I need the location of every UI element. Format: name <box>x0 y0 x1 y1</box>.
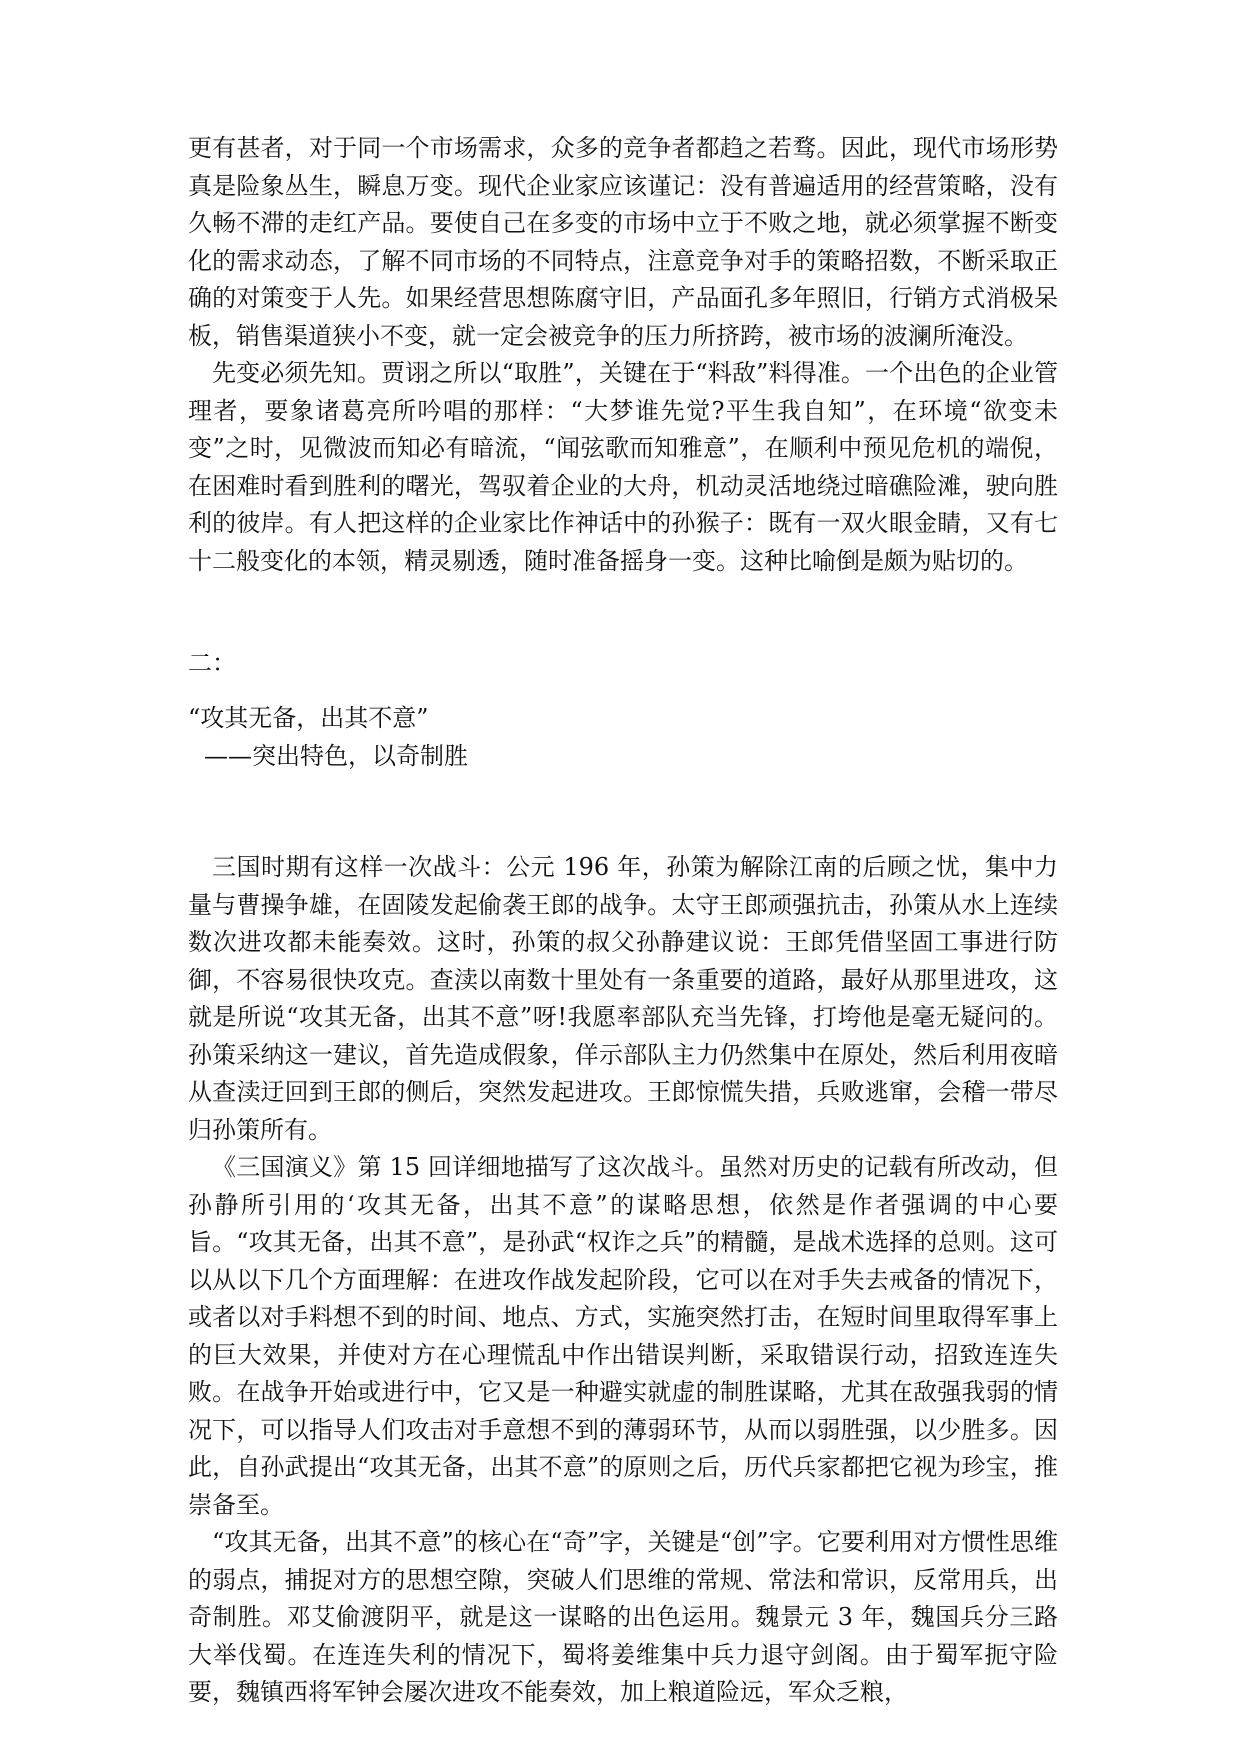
paragraph-market-competition: 更有甚者，对于同一个市场需求，众多的竞争者都趋之若骛。因此，现代市场形势真是险象丛生，瞬息万变。现代企业家应该谨记：没有普遍适用的经营策略，没有久畅不滞的走红产品。要使自己在多变的市场中立于不败之地，就必须掌握不断变化的需求动态，了解不同市场的不同特点，注意竞争对手的策略招数，不断采取正确的对策变于人先。如果经营思想陈腐守旧，产品面孔多年照旧，行销方式消极呆板，销售渠道狭小不变，就一定会被竞争的压力所挤跨，被市场的波澜所淹没。 <box>188 134 1058 350</box>
section-title: “攻其无备，出其不意” <box>188 704 429 732</box>
section-heading <box>188 700 468 775</box>
text-block-bottom <box>188 849 1058 1712</box>
section-number: 二： <box>188 649 236 677</box>
paragraph-sun-ce-battle: 三国时期有这样一次战斗：公元 196 年，孙策为解除江南的后顾之忧，集中力量与曹操争雄，在固陵发起偷袭王郎的战争。太守王郎顽强抗击，孙策从水上连续数次进攻都未能奏效。这时，孙策的叔父孙静建议说：王郎凭借坚固工事进行防御，不容易很快攻克。查渎以南数十里处有一条重要的道路，最好从那里进攻，这就是所说“攻其无备，出其不意”呀!我愿率部队充当先锋，打垮他是毫无疑问的。孙策采纳这一建议，首先造成假象，佯示部队主力仍然集中在原处，然后利用夜暗从查渎迂回到王郎的侧后，突然发起进攻。王郎惊慌失措，兵败逃窜，会稽一带尽归孙策所有。 <box>188 853 1058 1144</box>
section-subtitle: ——突出特色，以奇制胜 <box>204 741 468 770</box>
paragraph-know-first: 先变必须先知。贾诩之所以“取胜”，关键在于“料敌”料得准。一个出色的企业管理者，要象诸葛亮所吟唱的那样：“大梦谁先觉?平生我自知”，在环境“欲变未变”之时，见微波而知必有暗流，“闻弦歌而知雅意”，在顺利中预见危机的端倪，在困难时看到胜利的曙光，驾驭着企业的大舟，机动灵活地绕过暗礁险滩，驶向胜利的彼岸。有人把这样的企业家比作神话中的孙猴子：既有一双火眼金睛，又有七十二般变化的本领，精灵剔透，随时准备摇身一变。这种比喻倒是颇为贴切的。 <box>188 359 1058 575</box>
paragraph-surprise-core: “攻其无备，出其不意”的核心在“奇”字，关键是“创”字。它要利用对方惯性思维的弱点，捕捉对方的思想空隙，突破人们思维的常规、常法和常识，反常用兵，出奇制胜。邓艾偷渡阴平，就是这一谋略的出色运用。魏景元 3 年，魏国兵分三路大举伐蜀。在连连失利的情况下，蜀将姜维集中兵力退守剑阁。由于蜀军扼守险要，魏镇西将军钟会屡次进攻不能奏效，加上粮道险远，军众乏粮， <box>188 1528 1058 1706</box>
text-block-top <box>188 130 1058 580</box>
paragraph-romance-three-kingdoms: 《三国演义》第 15 回详细地描写了这次战斗。虽然对历史的记载有所改动，但孙静所引用的‘攻其无备，出其不意”的谋略思想，依然是作者强调的中心要旨。“攻其无备，出其不意”，是孙武“权诈之兵”的精髓，是战术选择的总则。这可以从以下几个方面理解：在进攻作战发起阶段，它可以在对手失去戒备的情况下，或者以对手料想不到的时间、地点、方式，实施突然打击，在短时间里取得军事上的巨大效果，并使对方在心理慌乱中作出错误判断，采取错误行动，招致连连失败。在战争开始或进行中，它又是一种避实就虚的制胜谋略，尤其在敌强我弱的情况下，可以指导人们攻击对手意想不到的薄弱环节，从而以弱胜强，以少胜多。因此，自孙武提出“攻其无备，出其不意”的原则之后，历代兵家都把它视为珍宝，推崇备至。 <box>188 1153 1058 1519</box>
